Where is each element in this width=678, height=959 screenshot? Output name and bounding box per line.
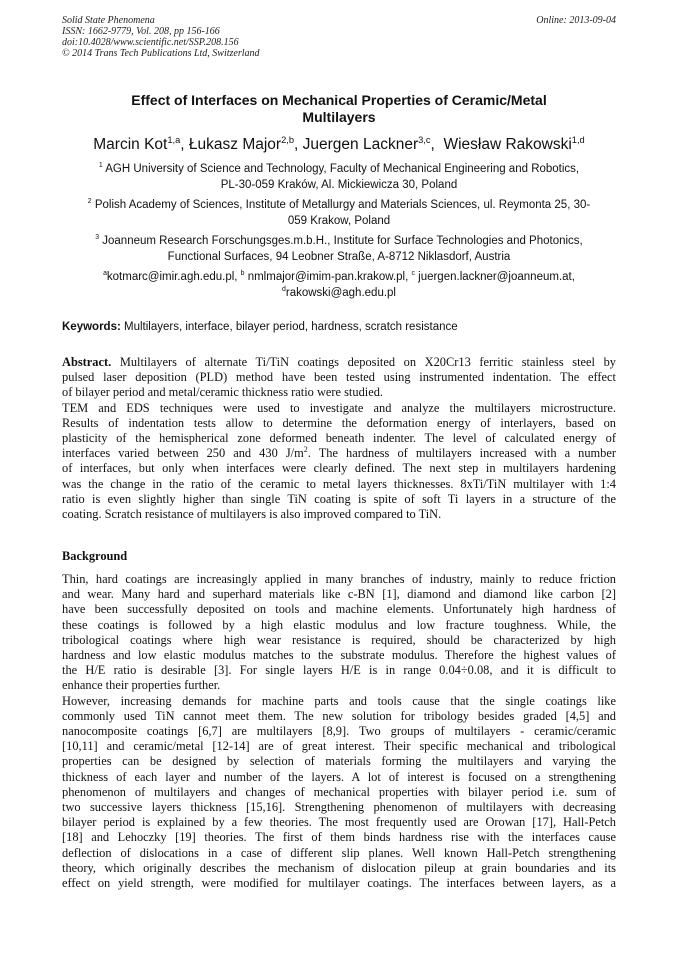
abstract-label: Abstract. [62, 355, 112, 369]
body-line: tribological coatings where high wear resistance is required, should be characterized by high [62, 632, 616, 647]
body-line: commonly used TiN cannot meet them. The new solution for tribology besides graded [4,5] and [62, 708, 616, 723]
abstract-line: coating. Scratch resistance of multilayers is also improved compared to TiN. [62, 507, 442, 522]
body-line: deflection of dislocations in a case of different slip planes. Well known Hall-Petch strengthening [62, 845, 616, 860]
abstract-line: was the change in the ratio of the ceramic to metal layers thicknesses. 8xTi/TiN multilayer with 1:4 [62, 476, 616, 491]
body-line: two successive layers thickness [15,16]. Strengthening phenomenon of multilayers with decreasing [62, 800, 616, 815]
affiliation-text: Polish Academy of Sciences, Institute of Metallurgy and Materials Sciences, ul. Reymonta 25, 30- [91, 199, 591, 211]
email-mark: b [240, 270, 245, 278]
abstract-line: TEM and EDS techniques were used to investigate and analyze the multilayers microstructure. [62, 400, 616, 415]
keywords-label: Keywords: [62, 321, 121, 333]
body-line: and wear. Many hard and superhard materials like c-BN [1], diamond and diamond like carbon [2] [62, 587, 616, 602]
title-line-2: Multilayers [302, 109, 376, 125]
section-heading-background: Background [62, 549, 128, 563]
affiliation-text: PL-30-059 Kraków, Al. Mickiewicza 30, Poland [220, 178, 458, 191]
email-link[interactable]: juergen.lackner@joanneum.at, [414, 271, 575, 283]
author-separator: , [430, 136, 444, 153]
body-line: phenomenon of multilayers and changes of mechanical properties with bilayer period i.e. sum of [62, 784, 616, 799]
author-separator: , [294, 136, 303, 153]
background-body [62, 572, 616, 891]
affiliation-2 [62, 198, 616, 229]
online-date: Online: 2013-09-04 [536, 15, 616, 26]
body-line: [18] and Lehoczky [19] theories. The first of them binds hardness rise with the interfaces cause [62, 830, 616, 845]
body-line: thickness of each layer and number of the layers. A lot of interest is focused on a strengthening [62, 769, 616, 784]
paper-title [90, 92, 588, 126]
body-line: effect on yield strength, were modified for multilayer coatings. The interfaces between layers, as a [62, 876, 616, 891]
abstract-line: Results of indentation tests allow to determine the deformation energy of interlayers, based on [62, 415, 616, 430]
abstract-line: interfaces varied between 250 and 430 J/m [62, 446, 304, 461]
author-affiliation-mark: 1,d [571, 134, 585, 145]
affiliation-number: 2 [87, 198, 92, 206]
body-line: bilayer period is explained by a few theories. The most frequently used are Orowan [17], Hall-Petch [62, 815, 616, 830]
journal-header [62, 15, 260, 59]
body-line: these coatings is followed by a high elastic modulus and low fracture toughness. While, the [62, 617, 616, 632]
email-mark: d [282, 285, 286, 293]
affiliation-number: 3 [95, 234, 100, 242]
journal-issn: ISSN: 1662-9779, Vol. 208, pp 156-166 [62, 26, 220, 37]
abstract-line: plasticity of the hemispherical zone deformed beneath indenter. The level of calculated energy of [62, 431, 616, 446]
email-link[interactable]: rakowski@agh.edu.pl [285, 286, 396, 299]
affiliation-text: Joanneum Research Forschungsges.m.b.H., Institute for Surface Technologies and Photonics, [99, 235, 583, 247]
title-line-1: Effect of Interfaces on Mechanical Properties of Ceramic/Metal [131, 92, 547, 108]
body-line: [10,11] and ceramic/metal [12-14] are of great interest. Their specific mechanical and tribological [62, 739, 616, 754]
author-name: Łukasz Major [188, 136, 282, 153]
body-line: theory, which originally describes the mechanism of dislocation pileup at grain boundaries and its [62, 860, 616, 875]
body-line: nanocomposite coatings [6,7] are multilayers [8,9]. Two groups of multilayers - ceramic/ceramic [62, 724, 616, 739]
author-affiliation-mark: 1,a [167, 134, 181, 145]
abstract-line: of bilayer period and metal/ceramic thickness ratio were studied. [62, 385, 384, 400]
journal-name: Solid State Phenomena [62, 15, 155, 26]
abstract [62, 355, 616, 522]
author-list [40, 135, 638, 154]
author-affiliation-mark: 3,c [418, 134, 431, 145]
abstract-line: of interfaces, but only when interfaces were clearly defined. The next step in multilayers hardening [62, 461, 616, 476]
email-mark: a [103, 270, 107, 278]
body-line: Thin, hard coatings are increasingly applied in many branches of industry, mainly to reduce friction [62, 572, 616, 586]
abstract-line: pulsed laser deposition (PLD) method have been tested using instrumented indentation. The effect [62, 370, 616, 385]
journal-doi: doi:10.4028/www.scientific.net/SSP.208.156 [62, 37, 239, 48]
body-line: properties can be designed by selection of materials forming the multilayers and varying the [62, 754, 616, 769]
email-link[interactable]: nmlmajor@imim-pan.krakow.pl, [244, 271, 412, 283]
body-line: enhance their properties further. [62, 678, 221, 693]
email-link[interactable]: kotmarc@imir.agh.edu.pl, [106, 271, 241, 283]
affiliation-1 [62, 162, 616, 193]
body-line: the H/E ratio is desirable [3]. For single layers H/E is in range 0.04÷0.08, and it is difficult to [62, 663, 616, 678]
keywords [62, 320, 616, 334]
author-emails [62, 270, 616, 301]
author-name: Juergen Lackner [302, 136, 419, 153]
body-line: However, increasing demands for machine parts and tools cause that the single coatings like [62, 693, 616, 708]
affiliation-3 [62, 234, 616, 265]
affiliation-text: 059 Krakow, Poland [287, 214, 391, 227]
abstract-line: Multilayers of alternate Ti/TiN coatings deposited on X20Cr13 ferritic stainless steel by [111, 355, 616, 369]
journal-copyright: © 2014 Trans Tech Publications Ltd, Switzerland [62, 48, 260, 59]
email-mark: c [411, 270, 415, 278]
author-name: Marcin Kot [93, 136, 168, 153]
affiliation-text: Functional Surfaces, 94 Leobner Straße, A-8712 Niklasdorf, Austria [167, 250, 511, 263]
author-separator: , [180, 136, 189, 153]
author-affiliation-mark: 2,b [281, 134, 295, 145]
affiliation-text: AGH University of Science and Technology, Faculty of Mechanical Engineering and Robotics, [102, 163, 580, 175]
author-name: Wiesław Rakowski [443, 136, 572, 153]
unit-exponent: 2 [303, 445, 308, 455]
affiliation-number: 1 [98, 162, 103, 170]
keywords-text: Multilayers, interface, bilayer period, hardness, scratch resistance [120, 321, 458, 333]
body-line: have been successfully deposited on tools and machine elements. Unfortunately high hardness of [62, 602, 616, 617]
abstract-line: . The hardness of multilayers increased with a number [307, 446, 616, 461]
body-line: hardness and low elastic modulus matches to the substrate modulus. Therefore the highest values of [62, 648, 616, 663]
abstract-line: ratio is even slightly higher than single TiN coating is spite of soft Ti layers in a structure of the [62, 491, 616, 506]
